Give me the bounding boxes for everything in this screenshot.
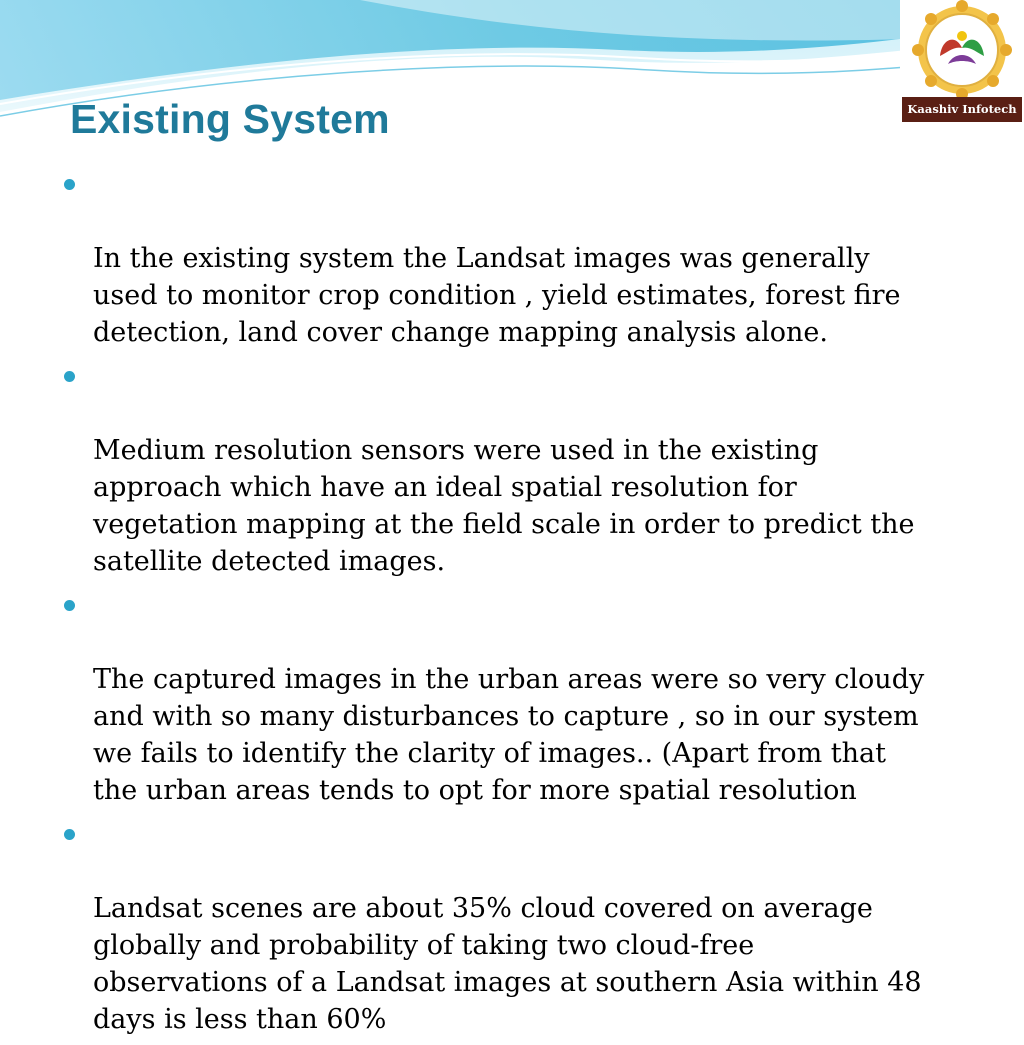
logo-emblem-icon xyxy=(900,0,1024,100)
bullet-item-4 xyxy=(62,816,992,1038)
kaashiv-logo xyxy=(900,0,1024,124)
bullet-item-1 xyxy=(62,166,992,351)
slide-title: Existing System xyxy=(70,96,390,142)
bullet-text: The captured images in the urban areas were so very cloudy and with so many disturbances to capture , so in our system we fails to identify the clarity of images.. (Apart from that the urban areas tends to opt for more spatial resolution xyxy=(93,664,925,806)
bullet-dot-icon xyxy=(64,179,75,190)
bullet-item-2 xyxy=(62,358,992,580)
bullet-dot-icon xyxy=(64,371,75,382)
bullet-text: In the existing system the Landsat images was generally used to monitor crop condition , yield estimates, forest fire detection, land cover change mapping analysis alone. xyxy=(93,243,901,348)
bullet-list xyxy=(62,166,992,1045)
bullet-dot-icon xyxy=(64,600,75,611)
logo-banner: Kaashiv Infotech xyxy=(902,97,1022,122)
bullet-text: Medium resolution sensors were used in the existing approach which have an ideal spatial resolution for vegetation mapping at the field scale in order to predict the satellite detected images. xyxy=(93,435,915,577)
bullet-dot-icon xyxy=(64,829,75,840)
bullet-item-3 xyxy=(62,587,992,809)
bullet-text: Landsat scenes are about 35% cloud covered on average globally and probability of taking two cloud-free observations of a Landsat images at southern Asia within 48 days is less than 60% xyxy=(93,893,922,1035)
